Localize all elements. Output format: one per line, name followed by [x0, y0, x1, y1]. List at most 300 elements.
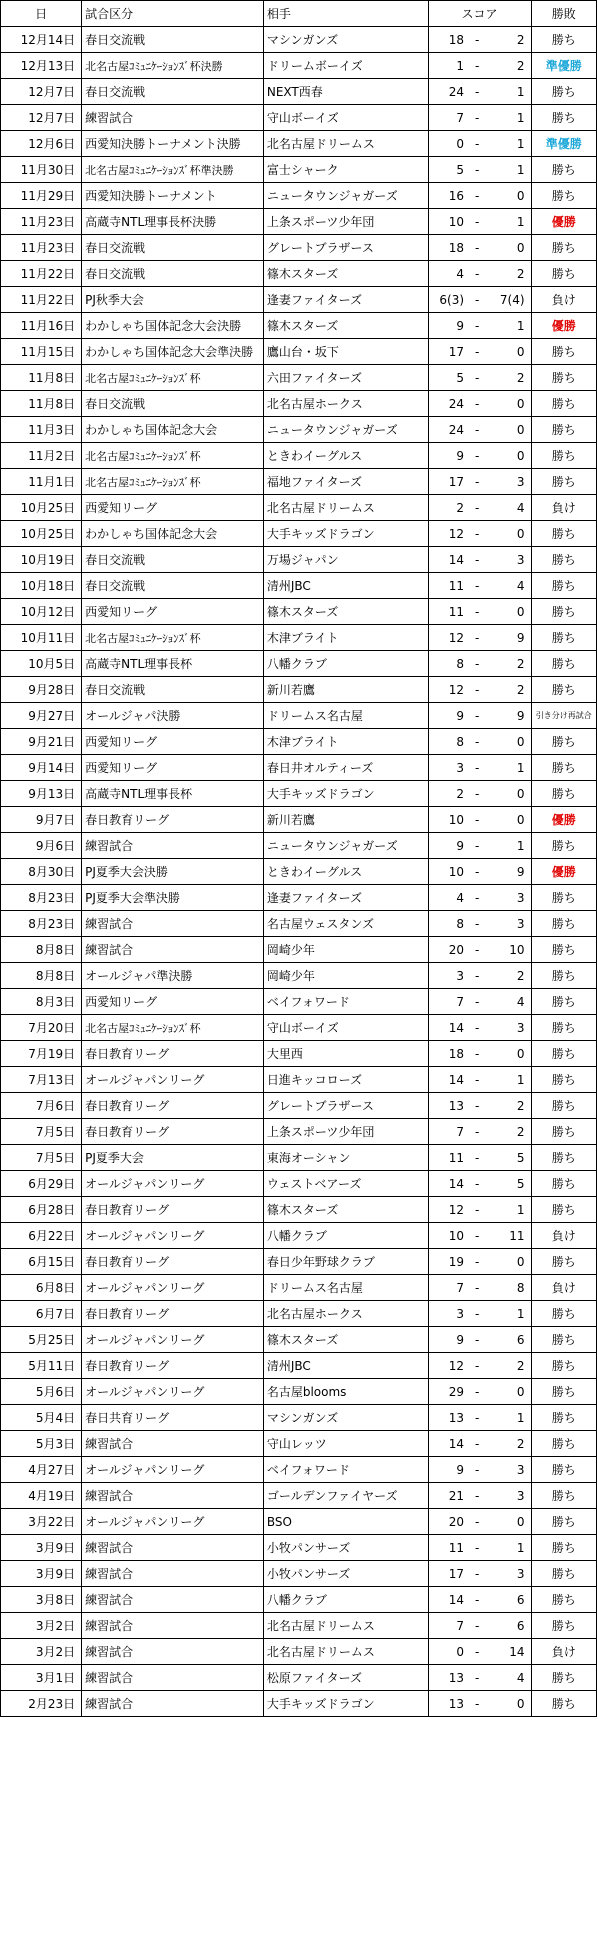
table-row: [1, 79, 597, 105]
table-row: [1, 1275, 597, 1301]
row-opponent: ベイフォワード: [263, 989, 428, 1015]
row-opponent: 万場ジャパン: [263, 547, 428, 573]
row-score-home: 3: [428, 1301, 468, 1327]
results-body: [1, 27, 597, 1717]
row-score-home: 11: [428, 573, 468, 599]
row-score-separator: -: [468, 625, 486, 651]
table-row: [1, 729, 597, 755]
row-date: 7月20日: [1, 1015, 82, 1041]
row-opponent: ドリームボーイズ: [263, 53, 428, 79]
row-score-separator: -: [468, 677, 486, 703]
table-row: [1, 677, 597, 703]
row-score-away: 0: [486, 339, 531, 365]
row-score-away: 1: [486, 105, 531, 131]
table-row: [1, 1457, 597, 1483]
row-match-type: オールジャパンリーグ: [82, 1509, 264, 1535]
row-opponent: 八幡クラブ: [263, 651, 428, 677]
row-score-home: 24: [428, 417, 468, 443]
row-opponent: 北名古屋ドリームス: [263, 1613, 428, 1639]
header-date: 日: [1, 1, 82, 27]
row-score-home: 19: [428, 1249, 468, 1275]
table-row: [1, 1067, 597, 1093]
row-match-type: 高蔵寺NTL理事長杯: [82, 651, 264, 677]
row-opponent: 小牧パンサーズ: [263, 1561, 428, 1587]
row-score-separator: -: [468, 417, 486, 443]
row-opponent: グレートブラザース: [263, 1093, 428, 1119]
row-result: 勝ち: [531, 1665, 596, 1691]
row-opponent: 東海オーシャン: [263, 1145, 428, 1171]
row-opponent: グレートブラザース: [263, 235, 428, 261]
row-score-away: 8: [486, 1275, 531, 1301]
row-score-separator: -: [468, 313, 486, 339]
row-score-home: 18: [428, 235, 468, 261]
row-score-separator: -: [468, 781, 486, 807]
row-score-separator: -: [468, 547, 486, 573]
row-score-home: 14: [428, 1587, 468, 1613]
row-score-separator: -: [468, 1041, 486, 1067]
row-score-separator: -: [468, 755, 486, 781]
table-row: [1, 1093, 597, 1119]
table-row: [1, 807, 597, 833]
row-result: 勝ち: [531, 105, 596, 131]
header-opponent: 相手: [263, 1, 428, 27]
row-match-type: 練習試合: [82, 833, 264, 859]
row-score-separator: -: [468, 365, 486, 391]
row-date: 8月23日: [1, 911, 82, 937]
row-match-type: 練習試合: [82, 1535, 264, 1561]
row-match-type: 練習試合: [82, 1613, 264, 1639]
row-result: 勝ち: [531, 729, 596, 755]
row-score-separator: -: [468, 1613, 486, 1639]
row-date: 12月7日: [1, 79, 82, 105]
row-date: 7月5日: [1, 1145, 82, 1171]
table-row: [1, 495, 597, 521]
row-opponent: 大手キッズドラゴン: [263, 1691, 428, 1717]
row-date: 6月7日: [1, 1301, 82, 1327]
row-match-type: 北名古屋ｺﾐｭﾆｹｰｼｮﾝｽﾞ杯: [82, 625, 264, 651]
row-score-home: 9: [428, 313, 468, 339]
row-score-away: 9: [486, 625, 531, 651]
row-date: 10月12日: [1, 599, 82, 625]
row-result: 勝ち: [531, 1587, 596, 1613]
row-score-home: 8: [428, 911, 468, 937]
row-score-away: 9: [486, 859, 531, 885]
row-opponent: 大里西: [263, 1041, 428, 1067]
row-score-away: 3: [486, 1015, 531, 1041]
row-result: 勝ち: [531, 1093, 596, 1119]
row-opponent: ときわイーグルス: [263, 443, 428, 469]
row-opponent: ゴールデンファイヤーズ: [263, 1483, 428, 1509]
row-score-home: 14: [428, 1015, 468, 1041]
row-score-home: 4: [428, 885, 468, 911]
table-row: [1, 573, 597, 599]
table-row: [1, 157, 597, 183]
row-date: 9月7日: [1, 807, 82, 833]
row-result: 勝ち: [531, 261, 596, 287]
row-date: 9月13日: [1, 781, 82, 807]
row-score-away: 3: [486, 1457, 531, 1483]
row-score-separator: -: [468, 1119, 486, 1145]
row-match-type: 練習試合: [82, 1691, 264, 1717]
row-match-type: 春日教育リーグ: [82, 1197, 264, 1223]
row-date: 9月21日: [1, 729, 82, 755]
row-result: 勝ち: [531, 781, 596, 807]
table-row: [1, 885, 597, 911]
row-date: 3月22日: [1, 1509, 82, 1535]
row-score-away: 3: [486, 547, 531, 573]
row-opponent: 守山ボーイズ: [263, 1015, 428, 1041]
row-score-away: 2: [486, 1093, 531, 1119]
row-score-home: 12: [428, 1353, 468, 1379]
row-date: 12月13日: [1, 53, 82, 79]
row-score-separator: -: [468, 807, 486, 833]
table-row: [1, 287, 597, 313]
row-score-separator: -: [468, 1145, 486, 1171]
row-match-type: わかしゃち国体記念大会準決勝: [82, 339, 264, 365]
row-match-type: 春日教育リーグ: [82, 1041, 264, 1067]
row-score-separator: -: [468, 1379, 486, 1405]
row-score-away: 0: [486, 235, 531, 261]
row-result: 勝ち: [531, 1041, 596, 1067]
row-score-away: 1: [486, 833, 531, 859]
row-score-separator: -: [468, 79, 486, 105]
row-score-away: 0: [486, 417, 531, 443]
row-score-away: 1: [486, 1301, 531, 1327]
table-row: [1, 365, 597, 391]
table-row: [1, 313, 597, 339]
row-score-home: 13: [428, 1665, 468, 1691]
row-result: 勝ち: [531, 339, 596, 365]
row-score-separator: -: [468, 1093, 486, 1119]
row-score-separator: -: [468, 937, 486, 963]
row-result: 勝ち: [531, 1405, 596, 1431]
row-score-home: 21: [428, 1483, 468, 1509]
row-score-separator: -: [468, 1275, 486, 1301]
row-result: 勝ち: [531, 1171, 596, 1197]
row-score-separator: -: [468, 833, 486, 859]
row-match-type: 北名古屋ｺﾐｭﾆｹｰｼｮﾝｽﾞ杯決勝: [82, 53, 264, 79]
row-result: 勝ち: [531, 417, 596, 443]
row-score-away: 2: [486, 1353, 531, 1379]
row-score-separator: -: [468, 131, 486, 157]
row-opponent: NEXT西春: [263, 79, 428, 105]
row-opponent: ドリームス名古屋: [263, 1275, 428, 1301]
header-row: [1, 1, 597, 27]
row-score-separator: -: [468, 1067, 486, 1093]
row-date: 3月9日: [1, 1561, 82, 1587]
row-match-type: 春日教育リーグ: [82, 1119, 264, 1145]
row-match-type: 練習試合: [82, 937, 264, 963]
row-result: 優勝: [531, 313, 596, 339]
row-opponent: ドリームス名古屋: [263, 703, 428, 729]
row-score-separator: -: [468, 1301, 486, 1327]
row-score-away: 0: [486, 443, 531, 469]
row-result: 勝ち: [531, 1327, 596, 1353]
row-result: 勝ち: [531, 885, 596, 911]
row-opponent: 新川若鷹: [263, 677, 428, 703]
row-result: 勝ち: [531, 677, 596, 703]
row-score-home: 7: [428, 989, 468, 1015]
row-opponent: ニュータウンジャガーズ: [263, 183, 428, 209]
row-score-home: 2: [428, 781, 468, 807]
row-score-home: 20: [428, 937, 468, 963]
row-score-separator: -: [468, 859, 486, 885]
row-score-away: 0: [486, 1041, 531, 1067]
row-score-home: 10: [428, 1223, 468, 1249]
row-score-away: 0: [486, 1249, 531, 1275]
row-match-type: PJ夏季大会準決勝: [82, 885, 264, 911]
row-score-home: 5: [428, 157, 468, 183]
row-date: 10月18日: [1, 573, 82, 599]
row-result: 勝ち: [531, 1613, 596, 1639]
table-row: [1, 1509, 597, 1535]
row-score-separator: -: [468, 989, 486, 1015]
row-score-away: 0: [486, 1509, 531, 1535]
row-score-away: 0: [486, 599, 531, 625]
row-score-separator: -: [468, 27, 486, 53]
row-match-type: 春日交流戦: [82, 547, 264, 573]
row-score-separator: -: [468, 235, 486, 261]
row-date: 4月19日: [1, 1483, 82, 1509]
row-result: 勝ち: [531, 1119, 596, 1145]
row-result: 勝ち: [531, 937, 596, 963]
row-score-away: 1: [486, 209, 531, 235]
row-result: 勝ち: [531, 1353, 596, 1379]
row-date: 9月14日: [1, 755, 82, 781]
row-score-away: 3: [486, 885, 531, 911]
row-score-away: 2: [486, 963, 531, 989]
row-score-away: 6: [486, 1327, 531, 1353]
row-score-away: 9: [486, 703, 531, 729]
table-row: [1, 391, 597, 417]
row-match-type: 西愛知リーグ: [82, 989, 264, 1015]
row-score-separator: -: [468, 703, 486, 729]
row-score-separator: -: [468, 1691, 486, 1717]
table-row: [1, 547, 597, 573]
row-score-home: 0: [428, 1639, 468, 1665]
row-score-away: 2: [486, 365, 531, 391]
row-result: 勝ち: [531, 521, 596, 547]
row-opponent: 篠木スターズ: [263, 1197, 428, 1223]
row-result: 勝ち: [531, 1015, 596, 1041]
row-result: 勝ち: [531, 157, 596, 183]
row-score-away: 0: [486, 729, 531, 755]
row-date: 11月3日: [1, 417, 82, 443]
row-score-separator: -: [468, 729, 486, 755]
table-row: [1, 625, 597, 651]
row-result: 勝ち: [531, 1561, 596, 1587]
row-opponent: 上条スポーツ少年団: [263, 209, 428, 235]
row-opponent: 大手キッズドラゴン: [263, 781, 428, 807]
table-row: [1, 417, 597, 443]
row-match-type: オールジャパ決勝: [82, 703, 264, 729]
row-result: 優勝: [531, 859, 596, 885]
row-score-home: 13: [428, 1093, 468, 1119]
row-score-away: 2: [486, 1119, 531, 1145]
row-opponent: 北名古屋ホークス: [263, 1301, 428, 1327]
row-score-away: 6: [486, 1587, 531, 1613]
row-score-home: 12: [428, 1197, 468, 1223]
table-row: [1, 521, 597, 547]
row-score-separator: -: [468, 1171, 486, 1197]
row-score-home: 24: [428, 391, 468, 417]
row-date: 9月27日: [1, 703, 82, 729]
row-score-away: 4: [486, 1665, 531, 1691]
row-match-type: 練習試合: [82, 1431, 264, 1457]
row-result: 勝ち: [531, 1249, 596, 1275]
row-date: 11月8日: [1, 391, 82, 417]
row-date: 10月5日: [1, 651, 82, 677]
table-row: [1, 443, 597, 469]
table-row: [1, 1639, 597, 1665]
row-match-type: 高蔵寺NTL理事長杯: [82, 781, 264, 807]
row-date: 11月1日: [1, 469, 82, 495]
row-score-away: 2: [486, 651, 531, 677]
table-row: [1, 1119, 597, 1145]
row-date: 11月23日: [1, 235, 82, 261]
row-opponent: ベイフォワード: [263, 1457, 428, 1483]
row-result: 負け: [531, 1223, 596, 1249]
row-match-type: オールジャパンリーグ: [82, 1171, 264, 1197]
table-row: [1, 1483, 597, 1509]
row-score-home: 2: [428, 495, 468, 521]
row-date: 6月15日: [1, 1249, 82, 1275]
row-opponent: 清州JBC: [263, 1353, 428, 1379]
row-score-home: 1: [428, 53, 468, 79]
row-score-home: 0: [428, 131, 468, 157]
row-result: 勝ち: [531, 235, 596, 261]
row-score-separator: -: [468, 1587, 486, 1613]
table-row: [1, 1691, 597, 1717]
row-score-home: 12: [428, 521, 468, 547]
row-result: 負け: [531, 287, 596, 313]
table-row: [1, 235, 597, 261]
row-result: 勝ち: [531, 625, 596, 651]
row-score-home: 7: [428, 105, 468, 131]
row-opponent: 松原ファイターズ: [263, 1665, 428, 1691]
row-match-type: 春日教育リーグ: [82, 1353, 264, 1379]
row-score-separator: -: [468, 911, 486, 937]
row-score-separator: -: [468, 1665, 486, 1691]
table-row: [1, 1171, 597, 1197]
row-match-type: 練習試合: [82, 911, 264, 937]
row-score-home: 14: [428, 1431, 468, 1457]
row-date: 12月7日: [1, 105, 82, 131]
table-row: [1, 1431, 597, 1457]
table-row: [1, 755, 597, 781]
table-row: [1, 651, 597, 677]
row-score-separator: -: [468, 1483, 486, 1509]
row-score-home: 9: [428, 1327, 468, 1353]
row-result: 負け: [531, 495, 596, 521]
row-opponent: 木津ブライト: [263, 625, 428, 651]
row-match-type: 西愛知決勝トーナメント: [82, 183, 264, 209]
row-result: 勝ち: [531, 833, 596, 859]
header-result: 勝敗: [531, 1, 596, 27]
row-opponent: 小牧パンサーズ: [263, 1535, 428, 1561]
row-opponent: 北名古屋ドリームス: [263, 1639, 428, 1665]
row-date: 3月1日: [1, 1665, 82, 1691]
table-row: [1, 1041, 597, 1067]
row-date: 10月25日: [1, 521, 82, 547]
row-match-type: 春日交流戦: [82, 261, 264, 287]
row-date: 7月19日: [1, 1041, 82, 1067]
row-score-home: 17: [428, 1561, 468, 1587]
row-opponent: 篠木スターズ: [263, 261, 428, 287]
row-score-home: 11: [428, 599, 468, 625]
row-match-type: オールジャパ準決勝: [82, 963, 264, 989]
row-score-home: 8: [428, 651, 468, 677]
row-score-away: 1: [486, 1197, 531, 1223]
row-result: 勝ち: [531, 547, 596, 573]
row-match-type: 春日交流戦: [82, 235, 264, 261]
row-result: 勝ち: [531, 1483, 596, 1509]
row-result: 勝ち: [531, 599, 596, 625]
row-date: 5月6日: [1, 1379, 82, 1405]
row-result: 勝ち: [531, 365, 596, 391]
row-opponent: 春日少年野球クラブ: [263, 1249, 428, 1275]
row-date: 10月25日: [1, 495, 82, 521]
row-opponent: 新川若鷹: [263, 807, 428, 833]
row-match-type: オールジャパンリーグ: [82, 1379, 264, 1405]
row-opponent: 上条スポーツ少年団: [263, 1119, 428, 1145]
row-result: 勝ち: [531, 573, 596, 599]
row-date: 11月15日: [1, 339, 82, 365]
row-date: 12月14日: [1, 27, 82, 53]
row-score-away: 3: [486, 1483, 531, 1509]
row-match-type: PJ夏季大会: [82, 1145, 264, 1171]
row-opponent: 六田ファイターズ: [263, 365, 428, 391]
row-score-home: 12: [428, 677, 468, 703]
row-match-type: わかしゃち国体記念大会決勝: [82, 313, 264, 339]
table-row: [1, 1327, 597, 1353]
row-score-separator: -: [468, 1405, 486, 1431]
row-opponent: 篠木スターズ: [263, 1327, 428, 1353]
row-score-away: 1: [486, 1405, 531, 1431]
row-score-home: 17: [428, 339, 468, 365]
table-row: [1, 27, 597, 53]
row-score-separator: -: [468, 1535, 486, 1561]
row-score-separator: -: [468, 1431, 486, 1457]
row-date: 7月5日: [1, 1119, 82, 1145]
row-date: 10月11日: [1, 625, 82, 651]
table-row: [1, 1665, 597, 1691]
row-match-type: PJ夏季大会決勝: [82, 859, 264, 885]
table-row: [1, 1015, 597, 1041]
row-score-separator: -: [468, 391, 486, 417]
row-match-type: オールジャパンリーグ: [82, 1275, 264, 1301]
table-row: [1, 1613, 597, 1639]
row-match-type: 春日教育リーグ: [82, 1301, 264, 1327]
row-date: 4月27日: [1, 1457, 82, 1483]
row-date: 11月30日: [1, 157, 82, 183]
row-score-separator: -: [468, 469, 486, 495]
table-row: [1, 469, 597, 495]
row-score-separator: -: [468, 339, 486, 365]
table-row: [1, 1301, 597, 1327]
row-score-home: 14: [428, 1171, 468, 1197]
row-score-home: 8: [428, 729, 468, 755]
row-match-type: 春日交流戦: [82, 391, 264, 417]
row-score-away: 1: [486, 157, 531, 183]
row-score-separator: -: [468, 209, 486, 235]
row-score-home: 7: [428, 1119, 468, 1145]
row-result: 負け: [531, 1639, 596, 1665]
row-date: 8月8日: [1, 963, 82, 989]
row-opponent: 木津ブライト: [263, 729, 428, 755]
row-opponent: 逢妻ファイターズ: [263, 287, 428, 313]
row-score-separator: -: [468, 885, 486, 911]
